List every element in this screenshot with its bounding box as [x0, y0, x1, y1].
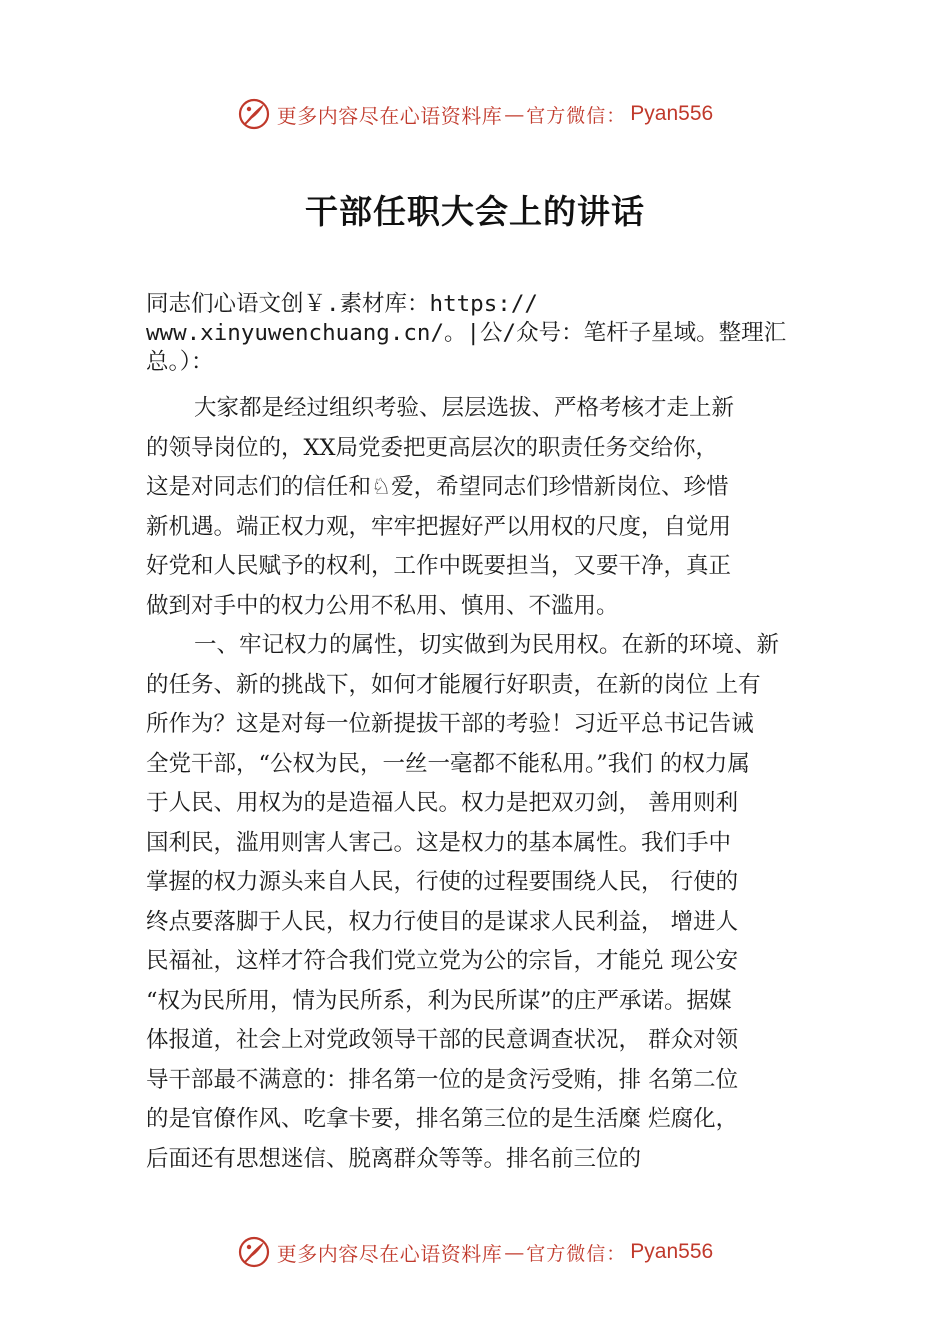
body-line: 大家都是经过组织考验、层层选拔、严格考核才走上新	[194, 395, 735, 421]
intro-block	[146, 290, 826, 377]
body-line: 这是对同志们的信任和♘爱，希望同志们珍惜新岗位、珍惜	[146, 474, 729, 500]
body-line: 所作为？这是对每一位新提拔干部的考验！习近平总书记告诫	[146, 711, 754, 737]
banner-wechat-label: 官方微信：	[526, 104, 627, 127]
body-line: 国利民，滥用则害人害己。这是权力的基本属性。我们手中	[146, 829, 732, 856]
banner-separator: —	[504, 1240, 525, 1264]
body-text	[146, 389, 836, 1179]
feather-pen-logo-icon	[237, 97, 271, 131]
body-line: 做到对手中的权力公用不私用、慎用、不滥用。	[146, 592, 619, 619]
banner-wechat-id: Pyan556	[630, 102, 714, 125]
document-title: 干部任职大会上的讲话	[305, 192, 645, 231]
body-line: 导干部最不满意的：排名第一位的是贪污受贿，排 名第二位	[146, 1066, 739, 1093]
header-banner	[0, 94, 950, 134]
body-line: 新机遇。端正权力观，牢牢把握好严以用权的尺度，自觉用	[146, 513, 732, 540]
banner-text: 更多内容尽在心语资料库	[276, 103, 503, 128]
body-line: 的任务、新的挑战下，如何才能履行好职责，在新的岗位 上有	[146, 671, 761, 698]
body-line: 的领导岗位的，XX局党委把更高层次的职责任务交给你，	[146, 434, 719, 461]
body-line: “权为民所用，情为民所系，利为民所谋”的庄严承诺。据媒	[146, 987, 732, 1014]
body-line: 后面还有思想迷信、脱离群众等等。排名前三位的	[146, 1145, 642, 1172]
body-line: 全党干部，“公权为民，一丝一毫都不能私用。”我们 的权力属	[146, 750, 750, 777]
feather-pen-logo-icon	[237, 1235, 271, 1269]
intro-line: 总。）：	[146, 349, 214, 375]
body-line: 一、牢记权力的属性，切实做到为民用权。在新的环境、新	[194, 632, 780, 658]
body-line: 终点要落脚于人民，权力行使目的是谋求人民利益， 增进人	[146, 908, 739, 935]
body-line: 体报道，社会上对党政领导干部的民意调查状况， 群众对领	[146, 1027, 739, 1053]
footer-banner	[0, 1232, 950, 1272]
body-line: 掌握的权力源头来自人民，行使的过程要围绕人民， 行使的	[146, 869, 739, 895]
banner-text: 更多内容尽在心语资料库	[276, 1241, 503, 1266]
banner-wechat-id: Pyan556	[630, 1240, 714, 1263]
banner-separator: —	[504, 102, 525, 126]
body-line: 的是官僚作风、吃拿卡要，排名第三位的是生活糜 烂腐化，	[146, 1106, 739, 1132]
intro-line: 同志们心语文创￥.素材库：https://	[146, 291, 538, 317]
body-line: 好党和人民赋予的权利，工作中既要担当，又要干净，真正	[146, 553, 732, 579]
banner-wechat-label: 官方微信：	[526, 1242, 627, 1265]
body-line: 于人民、用权为的是造福人民。权力是把双刃剑， 善用则利	[146, 790, 739, 816]
intro-line: www.xinyuwenchuang.cn/。|公/众号：笔杆子星域。整理汇	[146, 320, 787, 346]
body-line: 民福祉，这样才符合我们党立党为公的宗旨，才能兑 现公安	[146, 948, 739, 974]
